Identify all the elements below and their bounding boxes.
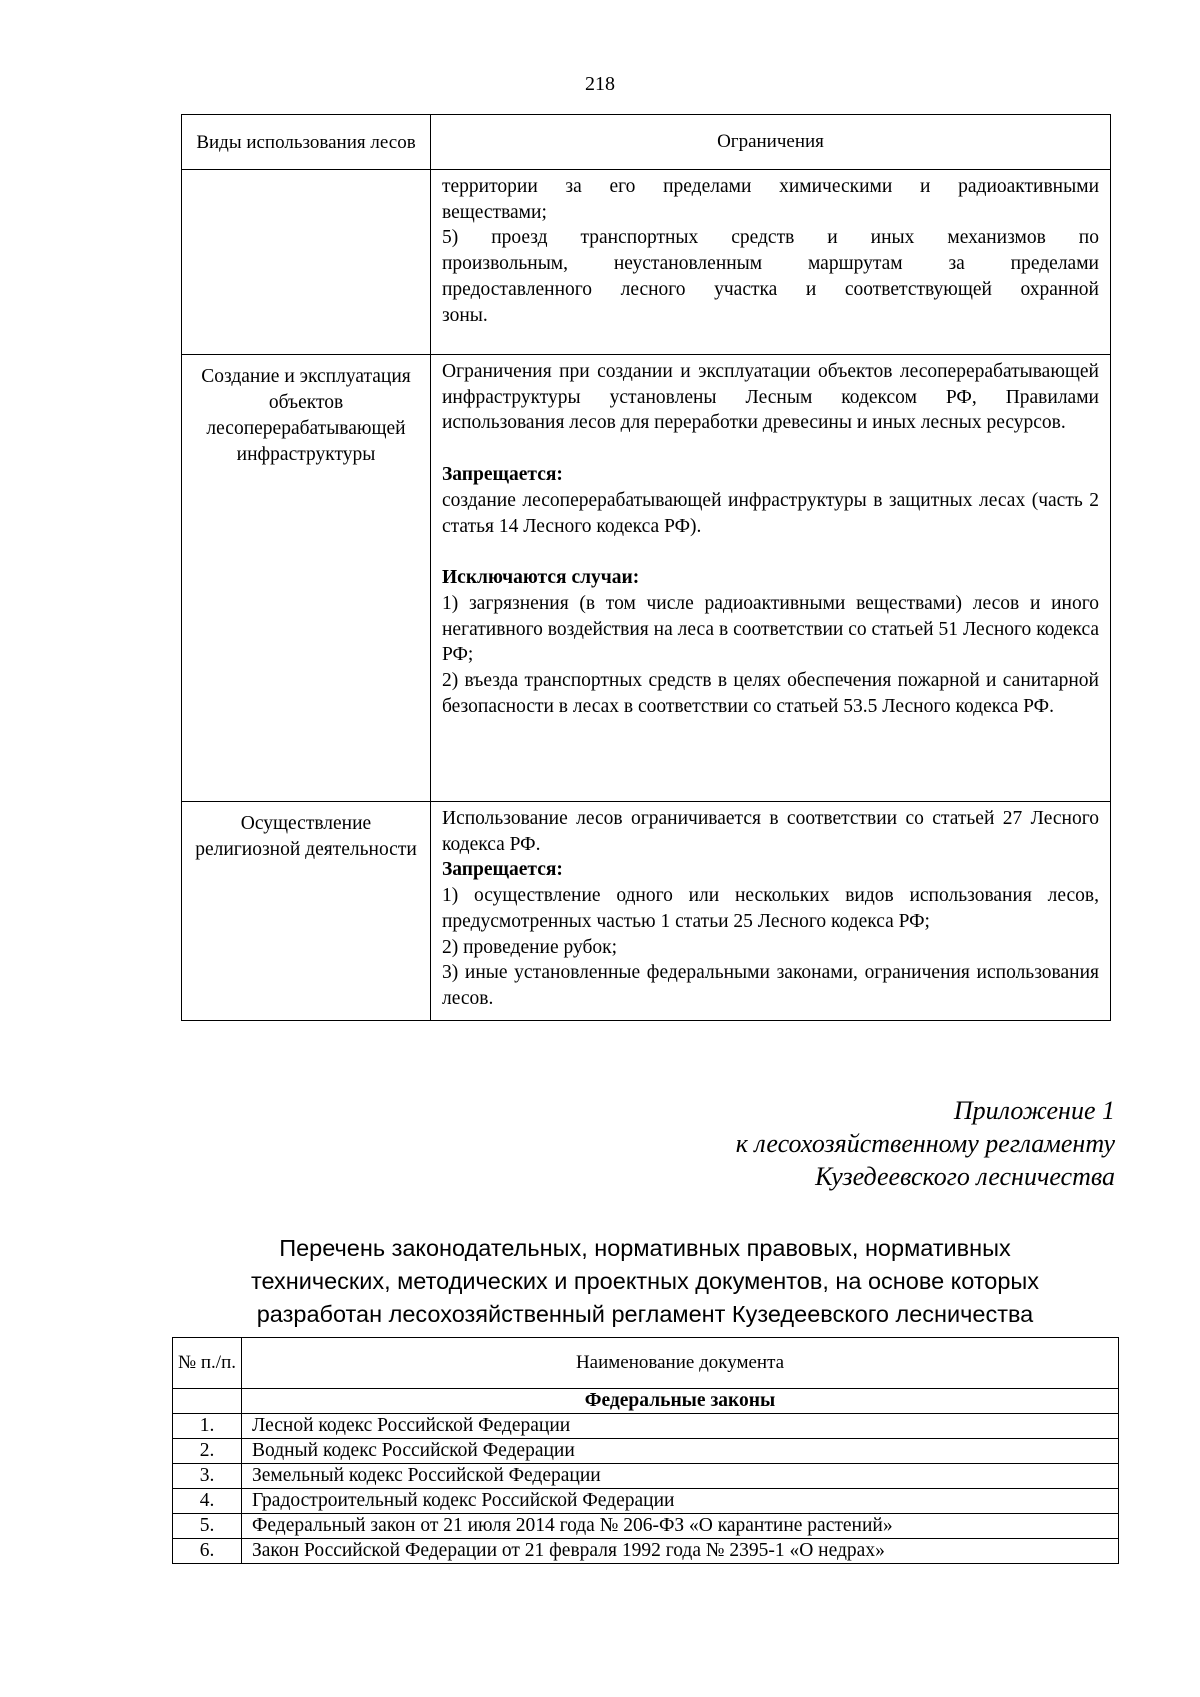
restrictions-table xyxy=(181,114,1111,1021)
header-restrictions: Ограничения xyxy=(431,115,1111,170)
row-number: 2. xyxy=(173,1439,242,1464)
document-name: Закон Российской Федерации от 21 февраля 1992 года № 2395-1 «О недрах» xyxy=(242,1539,1119,1564)
documents-list-title xyxy=(160,1232,1130,1331)
prohibited-item: 1) осуществление одного или нескольких видов использования лесов, предусмотренных частью 1 статьи 25 Лесного кодекса РФ; xyxy=(442,885,1099,932)
continuation-line: предоставленного лесного участка и соответствующей охранной xyxy=(442,278,1099,300)
usage-religious: Осуществление религиозной деятельности xyxy=(182,802,431,1021)
row-number: 3. xyxy=(173,1464,242,1489)
table-row xyxy=(173,1539,1119,1564)
table-row xyxy=(173,1464,1119,1489)
table-header-row xyxy=(182,115,1111,170)
section-row xyxy=(173,1389,1119,1414)
prohibited-label: Запрещается: xyxy=(442,859,563,881)
title-line: разработан лесохозяйственный регламент Кузедеевского лесничества xyxy=(256,1301,1034,1327)
restrictions-continuation xyxy=(431,170,1111,355)
continuation-line: территории за его пределами химическими и радиоактивными xyxy=(442,176,1099,197)
title-line: технических, методических и проектных документов, на основе которых xyxy=(250,1268,1040,1294)
usage-wood-processing: Создание и эксплуатация объектов лесоперерабатывающей инфраструктуры xyxy=(182,355,431,802)
appendix-line: Приложение 1 xyxy=(953,1096,1115,1125)
appendix-line: к лесохозяйственному регламенту xyxy=(735,1129,1115,1158)
table-row xyxy=(173,1439,1119,1464)
header-document-name: Наименование документа xyxy=(242,1338,1119,1389)
table-row xyxy=(173,1514,1119,1539)
header-number: № п./п. xyxy=(173,1338,242,1389)
continuation-line: веществами; xyxy=(442,201,547,223)
section-federal-laws: Федеральные законы xyxy=(242,1389,1119,1414)
table-header-row xyxy=(173,1338,1119,1389)
table-row xyxy=(182,170,1111,355)
table-row xyxy=(182,802,1111,1021)
row-number: 4. xyxy=(173,1489,242,1514)
continuation-line: 5) проезд транспортных средств и иных механизмов по xyxy=(442,227,1099,249)
prohibited-item: 2) проведение рубок; xyxy=(442,936,618,958)
section-number-empty xyxy=(173,1389,242,1414)
appendix-heading xyxy=(736,1094,1115,1193)
usage-cell-empty xyxy=(182,170,431,355)
prohibited-item: 3) иные установленные федеральными законами, ограничения использования лесов. xyxy=(442,962,1099,1009)
restriction-intro: Использование лесов ограничивается в соответствии со статьей 27 Лесного кодекса РФ. xyxy=(442,808,1099,855)
row-number: 5. xyxy=(173,1514,242,1539)
document-name: Лесной кодекс Российской Федерации xyxy=(242,1414,1119,1439)
table-row xyxy=(173,1489,1119,1514)
restriction-intro: Ограничения при создании и эксплуатации объектов лесоперерабатывающей инфраструктуры установлены Лесным кодексом РФ, Правилами использования лесов для переработки древесины и иных лесных ресурсов. xyxy=(442,361,1099,434)
page-number: 218 xyxy=(585,73,615,95)
table-row xyxy=(173,1414,1119,1439)
row-number: 1. xyxy=(173,1414,242,1439)
exception-item: 1) загрязнения (в том числе радиоактивными веществами) лесов и иного негативного воздействия на леса в соответствии со статьей 51 Лесного кодекса РФ; xyxy=(442,592,1099,666)
table-row xyxy=(182,355,1111,802)
restrictions-religious xyxy=(431,802,1111,1021)
header-usage-types: Виды использования лесов xyxy=(182,115,431,170)
row-number: 6. xyxy=(173,1539,242,1564)
document-name: Водный кодекс Российской Федерации xyxy=(242,1439,1119,1464)
documents-table xyxy=(172,1337,1119,1564)
exceptions-label: Исключаются случаи: xyxy=(442,567,640,589)
appendix-line: Кузедеевского лесничества xyxy=(815,1162,1115,1191)
document-name: Земельный кодекс Российской Федерации xyxy=(242,1464,1119,1489)
continuation-line: зоны. xyxy=(442,304,488,326)
document-name: Градостроительный кодекс Российской Федерации xyxy=(242,1489,1119,1514)
title-line: Перечень законодательных, нормативных правовых, нормативных xyxy=(279,1235,1011,1261)
exception-item: 2) въезда транспортных средств в целях обеспечения пожарной и санитарной безопасности в лесах в соответствии со статьей 53.5 Лесного кодекса РФ. xyxy=(442,670,1099,717)
prohibited-text: создание лесоперерабатывающей инфраструктуры в защитных лесах (часть 2 статья 14 Лесного кодекса РФ). xyxy=(442,489,1099,537)
document-name: Федеральный закон от 21 июля 2014 года № 206-ФЗ «О карантине растений» xyxy=(242,1514,1119,1539)
restrictions-wood-processing xyxy=(431,355,1111,802)
prohibited-label: Запрещается: xyxy=(442,464,563,486)
continuation-line: произвольным, неустановленным маршрутам за пределами xyxy=(442,253,1099,275)
